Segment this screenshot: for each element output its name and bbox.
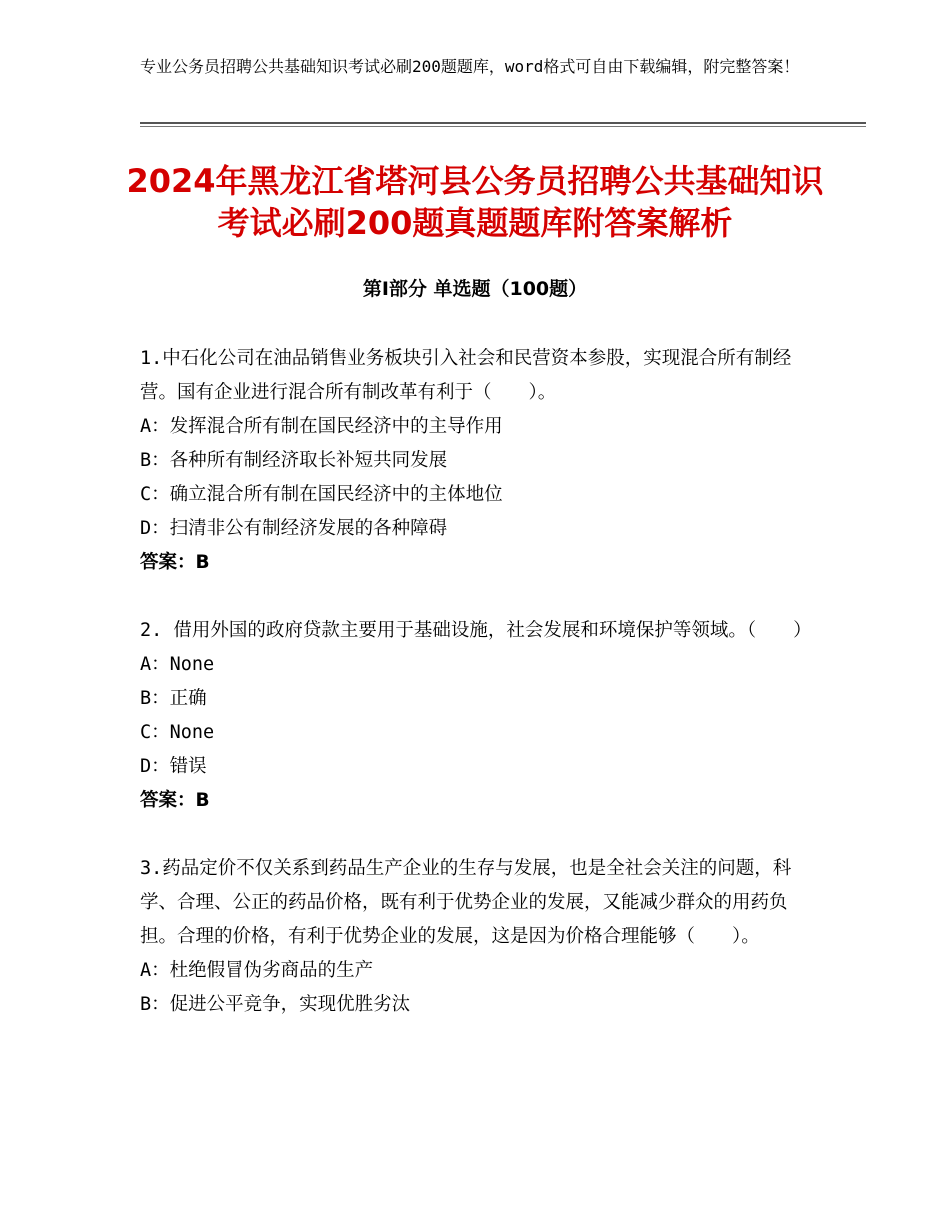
header-note: 专业公务员招聘公共基础知识考试必刷200题题库，word格式可自由下载编辑，附完整答案！ — [140, 57, 800, 76]
header-divider — [140, 122, 866, 124]
question-3 — [140, 852, 810, 1022]
question-text: 3.药品定价不仅关系到药品生产企业的生存与发展，也是全社会关注的问题，科学、合理、公正的药品价格，既有利于优势企业的发展，又能减少群众的用药负担。合理的价格，有利于优势企业的发展，这是因为价格合理能够（ ）。 — [140, 858, 792, 947]
answer: 答案：B — [140, 790, 210, 811]
question-2 — [140, 614, 810, 818]
option-b: B：促进公平竞争，实现优胜劣汰 — [140, 994, 411, 1015]
question-text: 2. 借用外国的政府贷款主要用于基础设施，社会发展和环境保护等领域。（ ） — [140, 620, 812, 641]
option-a: A：杜绝假冒伪劣商品的生产 — [140, 960, 374, 981]
option-c: C：确立混合所有制在国民经济中的主体地位 — [140, 484, 503, 505]
option-a: A：发挥混合所有制在国民经济中的主导作用 — [140, 416, 503, 437]
section-title: 第Ⅰ部分 单选题（100题） — [362, 278, 588, 300]
option-b: B：各种所有制经济取长补短共同发展 — [140, 450, 448, 471]
answer: 答案：B — [140, 552, 210, 573]
question-list — [140, 342, 810, 1056]
option-d: D：扫清非公有制经济发展的各种障碍 — [140, 518, 448, 539]
question-text: 1.中石化公司在油品销售业务板块引入社会和民营资本参股，实现混合所有制经营。国有企业进行混合所有制改革有利于（ ）。 — [140, 348, 792, 403]
option-a: A：None — [140, 654, 215, 675]
document-title: 2024年黑龙江省塔河县公务员招聘公共基础知识考试必刷200题真题题库附答案解析 — [126, 162, 824, 242]
header-divider-thin — [140, 126, 866, 127]
option-b: B：正确 — [140, 688, 207, 709]
option-d: D：错误 — [140, 756, 207, 777]
question-1 — [140, 342, 810, 580]
option-c: C：None — [140, 722, 215, 743]
